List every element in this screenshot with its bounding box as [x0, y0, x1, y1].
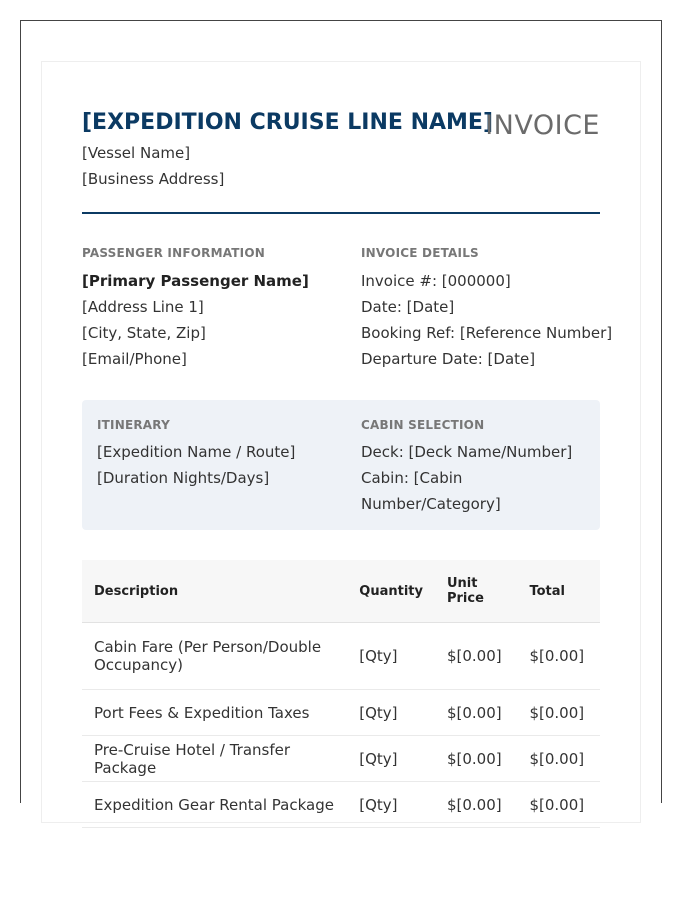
invoice-title: INVOICE — [485, 110, 600, 141]
row-total: $[0.00] — [517, 623, 600, 690]
company-name: [EXPEDITION CRUISE LINE NAME] — [82, 110, 493, 135]
column-unit-price: Unit Price — [435, 560, 518, 623]
passenger-name: [Primary Passenger Name] — [82, 272, 309, 290]
row-description: Expedition Gear Rental Package — [82, 782, 347, 828]
cabin-selection-label: CABIN SELECTION — [361, 418, 485, 432]
passenger-contact: [Email/Phone] — [82, 350, 187, 368]
row-quantity: [Qty] — [347, 782, 435, 828]
table-row — [82, 736, 600, 782]
table-row — [82, 690, 600, 736]
itinerary-label: ITINERARY — [97, 418, 170, 432]
row-description: Pre-Cruise Hotel / Transfer Package — [82, 736, 347, 782]
invoice-date: Date: [Date] — [361, 298, 455, 316]
row-unit-price: $[0.00] — [435, 690, 518, 736]
row-quantity: [Qty] — [347, 623, 435, 690]
row-description: Port Fees & Expedition Taxes — [82, 690, 347, 736]
business-address: [Business Address] — [82, 170, 225, 188]
passenger-address-line1: [Address Line 1] — [82, 298, 204, 316]
itinerary-cabin-panel — [82, 400, 600, 530]
row-unit-price: $[0.00] — [435, 623, 518, 690]
cabin-deck: Deck: [Deck Name/Number] — [361, 443, 573, 461]
column-quantity: Quantity — [347, 560, 435, 623]
column-description: Description — [82, 560, 347, 623]
row-quantity: [Qty] — [347, 690, 435, 736]
column-total: Total — [517, 560, 600, 623]
cabin-number-line1: Cabin: [Cabin — [361, 469, 463, 487]
row-unit-price: $[0.00] — [435, 736, 518, 782]
itinerary-duration: [Duration Nights/Days] — [97, 469, 270, 487]
cabin-number-line2: Number/Category] — [361, 495, 501, 513]
row-total: $[0.00] — [517, 736, 600, 782]
invoice-number: Invoice #: [000000] — [361, 272, 511, 290]
invoice-details-label: INVOICE DETAILS — [361, 246, 479, 260]
row-unit-price: $[0.00] — [435, 782, 518, 828]
row-quantity: [Qty] — [347, 736, 435, 782]
row-total: $[0.00] — [517, 690, 600, 736]
booking-reference: Booking Ref: [Reference Number] — [361, 324, 613, 342]
table-row — [82, 782, 600, 828]
passenger-info-label: PASSENGER INFORMATION — [82, 246, 265, 260]
vessel-name: [Vessel Name] — [82, 144, 191, 162]
departure-date: Departure Date: [Date] — [361, 350, 536, 368]
line-items-table — [82, 560, 600, 828]
table-row — [82, 623, 600, 690]
header-divider — [82, 212, 600, 214]
document-frame — [20, 20, 662, 814]
table-header-row — [82, 560, 600, 623]
row-total: $[0.00] — [517, 782, 600, 828]
itinerary-route: [Expedition Name / Route] — [97, 443, 296, 461]
invoice-page — [41, 61, 641, 823]
row-description: Cabin Fare (Per Person/Double Occupancy) — [82, 623, 347, 690]
passenger-city-state-zip: [City, State, Zip] — [82, 324, 206, 342]
